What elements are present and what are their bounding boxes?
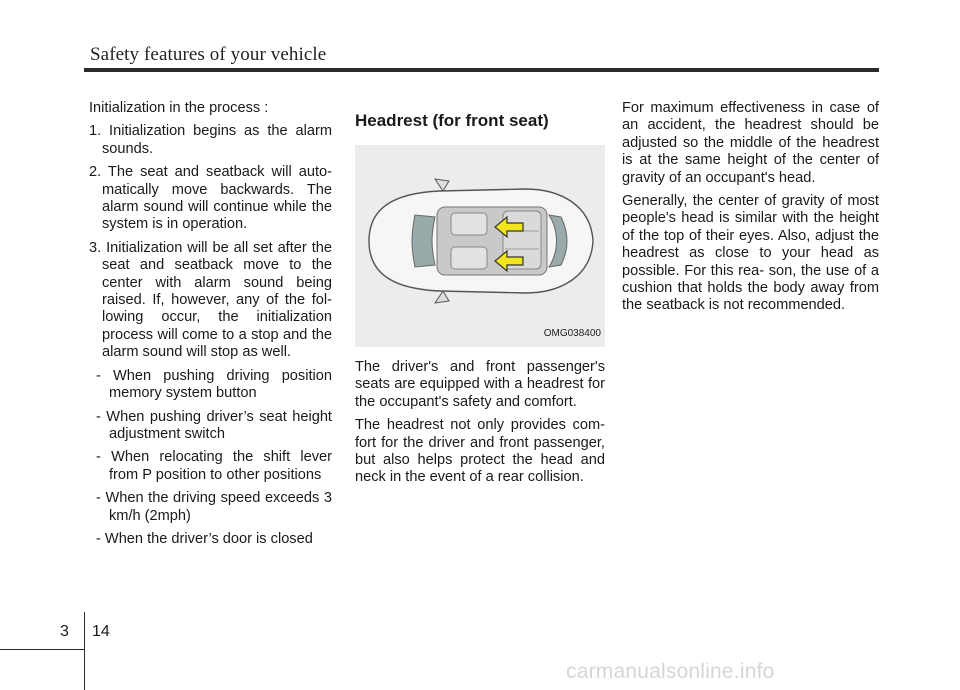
page-header-title: Safety features of your vehicle [90,44,327,65]
column-adjustment [622,100,879,321]
condition-4: - When the driving speed exceeds 3 km/h (2mph) [96,490,332,524]
column-initialization [89,100,332,554]
section-title: Headrest (for front seat) [355,111,549,130]
car-top-view-illustration [355,145,605,347]
header-rule [84,68,879,72]
headrest-paragraph-1: The driver's and front passenger's seats are equipped with a headrest for the occupant's safety and comfort. [355,359,605,410]
step-3: 3. Initialization will be all set after the seat and seatback move to the center with alarm sound being raised. If, however, any of the fol- lowing occur, the initialization process will come to a stop and the alarm sound will stop as well. [89,239,332,361]
condition-5: - When the driver’s door is closed [96,530,313,547]
footer-vertical-rule [84,612,85,690]
adjustment-paragraph-1: For maximum effectiveness in case of an accident, the headrest should be adjusted so the middle of the headrest is at the same height of the center of gravity of an occupant's head. [622,100,879,186]
condition-3: - When relocating the shift lever from P position to other positions [96,449,332,483]
page-number: 14 [92,623,110,640]
step-1: 1. Initialization begins as the alarm sounds. [89,123,332,157]
car-headrest-figure [355,145,605,347]
headrest-paragraph-2: The headrest not only provides com- fort for the driver and front passenger, but also helps protect the head and neck in the event of a rear collision. [355,417,605,486]
adjustment-paragraph-2: Generally, the center of gravity of most people's head is similar with the height of the top of their eyes. Also, adjust the headrest as close to your head as possible. For this rea- son, the use of a cushion that holds the body away from the seatback is not recommended. [622,193,879,314]
footer-horizontal-rule [0,649,84,650]
figure-code: OMG038400 [543,327,601,339]
column-headrest [355,111,605,493]
watermark: carmanualsonline.info [566,660,775,683]
condition-1: - When pushing driving position memory system button [96,367,332,402]
step-2: 2. The seat and seatback will auto- matically move backwards. The alarm sound will continue while the system is in operation. [89,164,332,233]
intro-text: Initialization in the process : [89,100,269,116]
condition-2: - When pushing driver’s seat height adjustment switch [96,408,332,442]
chapter-number: 3 [60,623,69,640]
